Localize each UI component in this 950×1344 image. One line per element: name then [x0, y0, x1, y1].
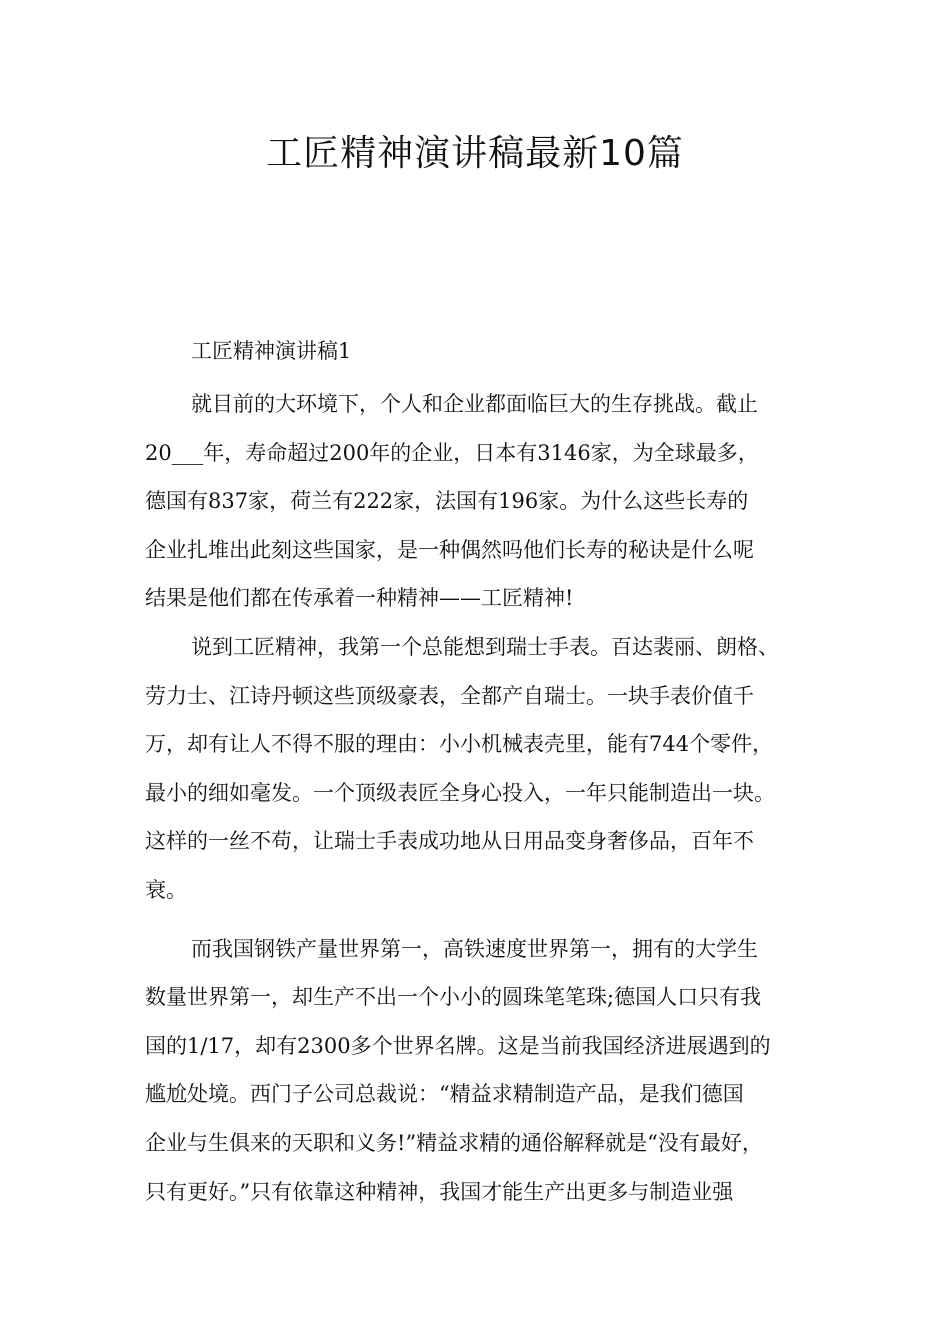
paragraph-line: 尴尬处境。西门子公司总裁说：“精益求精制造产品，是我们德国	[145, 1082, 744, 1107]
paragraph-line: 只有更好。”只有依靠这种精神，我国才能生产出更多与制造业强	[145, 1179, 734, 1204]
paragraph-line: 最小的细如毫发。一个顶级表匠全身心投入，一年只能制造出一块。	[145, 780, 775, 805]
paragraph-line: 20___年，寿命超过200年的企业，日本有3146家，为全球最多，	[145, 440, 759, 465]
paragraph-line: 数量世界第一，却生产不出一个小小的圆珠笔笔珠;德国人口只有我	[145, 985, 762, 1010]
section-heading: 工匠精神演讲稿1	[191, 339, 352, 363]
document-title: 工匠精神演讲稿最新10篇	[266, 133, 684, 174]
paragraph-line: 而我国钢铁产量世界第一，高铁速度世界第一，拥有的大学生	[191, 936, 758, 961]
paragraph-2	[145, 623, 835, 915]
paragraph-line: 衰。	[145, 877, 187, 902]
paragraph-line: 企业与生俱来的天职和义务!”精益求精的通俗解释就是“没有最好，	[145, 1130, 763, 1155]
paragraph-line: 这样的一丝不苟，让瑞士手表成功地从日用品变身奢侈品，百年不	[145, 829, 754, 854]
paragraph-line: 国的1/17，却有2300多个世界名牌。这是当前我国经济进展遇到的	[145, 1033, 771, 1058]
paragraph-line: 说到工匠精神，我第一个总能想到瑞士手表。百达裴丽、朗格、	[191, 634, 779, 659]
paragraph-line: 劳力士、江诗丹顿这些顶级豪表，全都产自瑞士。一块手表价值千	[145, 683, 754, 708]
paragraph-1	[145, 380, 835, 623]
paragraph-line: 德国有837家，荷兰有222家，法国有196家。为什么这些长寿的	[145, 489, 749, 514]
paragraph-line: 万，却有让人不得不服的理由：小小机械表壳里，能有744个零件，	[145, 732, 774, 757]
paragraph-line: 就目前的大环境下，个人和企业都面临巨大的生存挑战。截止	[191, 392, 758, 416]
paragraph-line: 结果是他们都在传承着一种精神——工匠精神!	[145, 586, 574, 611]
paragraph-line: 企业扎堆出此刻这些国家，是一种偶然吗他们长寿的秘诀是什么呢	[145, 537, 754, 562]
document-body	[145, 332, 835, 1216]
paragraph-3	[145, 925, 835, 1217]
